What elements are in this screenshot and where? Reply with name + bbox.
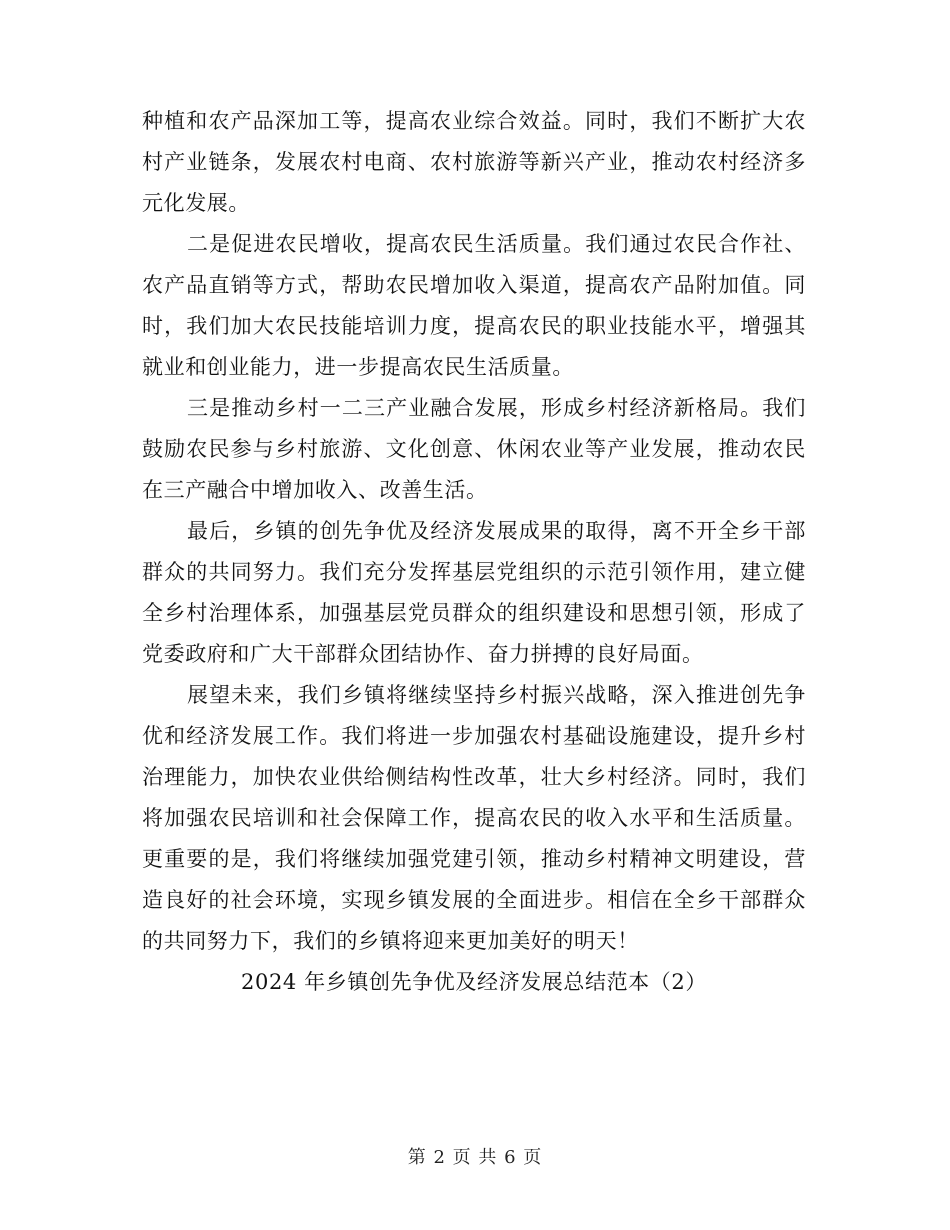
- paragraph-industry-integration: 三是推动乡村一二三产业融合发展，形成乡村经济新格局。我们鼓励农民参与乡村旅游、文化创意、休闲农业等产业发展，推动农民在三产融合中增加收入、改善生活。: [142, 396, 806, 502]
- paragraph-farmer-income: 二是促进农民增收，提高农民生活质量。我们通过农民合作社、农产品直销等方式，帮助农民增加收入渠道，提高农产品附加值。同时，我们加大农民技能培训力度，提高农民的职业技能水平，增强其就业和创业能力，进一步提高农民生活质量。: [142, 232, 806, 379]
- paragraph-continued: 种植和农产品深加工等，提高农业综合效益。同时，我们不断扩大农村产业链条，发展农村电商、农村旅游等新兴产业，推动农村经济多元化发展。: [142, 109, 806, 215]
- section-title: 2024 年乡镇创先争优及经济发展总结范本（2）: [241, 970, 707, 994]
- paragraph-outlook: 展望未来，我们乡镇将继续坚持乡村振兴战略，深入推进创先争优和经济发展工作。我们将进一步加强农村基础设施建设，提升乡村治理能力，加快农业供给侧结构性改革，壮大乡村经济。同时，我们将加强农民培训和社会保障工作，提高农民的收入水平和生活质量。更重要的是，我们将继续加强党建引领，推动乡村精神文明建设，营造良好的社会环境，实现乡镇发展的全面进步。相信在全乡干部群众的共同努力下，我们的乡镇将迎来更加美好的明天！: [142, 683, 806, 953]
- page-number: 第 2 页 共 6 页: [407, 1147, 543, 1168]
- paragraph-conclusion: 最后，乡镇的创先争优及经济发展成果的取得，离不开全乡干部群众的共同努力。我们充分发挥基层党组织的示范引领作用，建立健全乡村治理体系，加强基层党员群众的组织建设和思想引领，形成了党委政府和广大干部群众团结协作、奋力拼搏的良好局面。: [142, 519, 806, 666]
- document-body: [142, 101, 806, 1003]
